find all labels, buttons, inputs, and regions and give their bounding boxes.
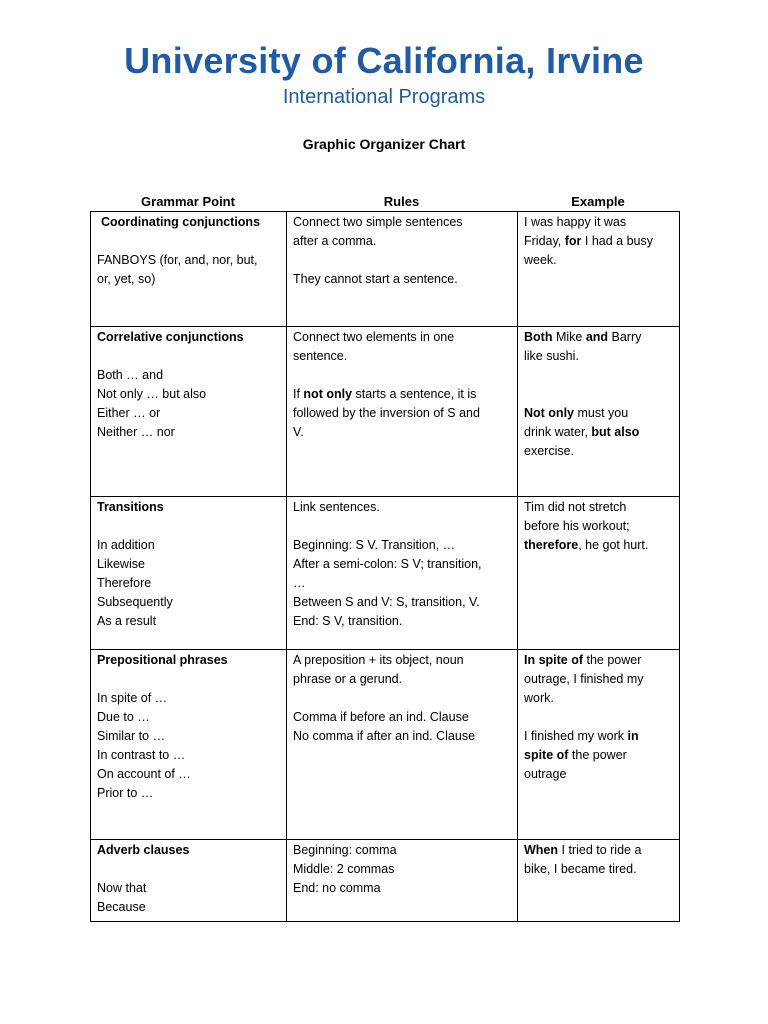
spacer [97,670,280,689]
rule-line: Beginning: S V. Transition, … [293,538,456,552]
text-run: before his workout; [524,519,630,533]
grammar-point-item: Subsequently [97,595,173,609]
rule-line: followed by the inversion of S and [293,406,480,420]
example-cell [518,497,680,650]
grammar-point-cell [91,497,287,650]
example-line [524,442,673,461]
table-row [91,840,680,922]
text-run: I was happy it was [524,215,627,229]
text-run: starts a sentence, it is [352,387,477,401]
example-line [524,498,673,517]
rule-line: A preposition + its object, noun [293,653,464,667]
text-run: outrage, I finished my [524,672,644,686]
bold-text: in [627,729,639,743]
rules-cell [287,497,518,650]
grammar-point-item: Both … and [97,368,164,382]
rule-line: V. [293,425,304,439]
rule-line: Beginning: comma [293,843,397,857]
grammar-point-item: Due to … [97,710,150,724]
text-run: I finished my work [524,729,628,743]
grammar-point-heading: Coordinating conjunctions [101,215,261,229]
rule-line: They cannot start a sentence. [293,272,458,286]
table-row [91,650,680,840]
example-line [524,670,673,689]
example-line [524,347,673,366]
example-line [524,517,673,536]
spacer [97,347,280,366]
grammar-point-item: Prior to … [97,786,154,800]
text-run: the power [583,653,642,667]
example-line [524,746,673,765]
example-line [524,404,673,423]
grammar-point-heading: Correlative conjunctions [97,330,244,344]
example-cell [518,650,680,840]
rules-cell [287,327,518,497]
grammar-point-item: Not only … but also [97,387,207,401]
example-line [524,251,673,270]
text-run: must you [574,406,629,420]
grammar-point-item: or, yet, so) [97,272,156,286]
bold-text: and [585,330,609,344]
grammar-point-heading: Transitions [97,500,164,514]
column-header-grammar-point: Grammar Point [141,194,235,209]
rule-line: Connect two elements in one [293,330,455,344]
grammar-point-item: As a result [97,614,157,628]
rule-line: End: no comma [293,881,381,895]
example-line [524,232,673,251]
spacer [293,517,511,536]
text-run: outrage [524,767,567,781]
grammar-point-cell [91,212,287,327]
column-header-rules: Rules [383,194,420,209]
text-run: , he got hurt. [578,538,649,552]
rule-line: sentence. [293,349,348,363]
text-run: Mike [552,330,586,344]
university-logo-title: University of California, Irvine [124,40,644,81]
spacer [524,366,673,385]
example-line [524,328,673,347]
spacer [293,251,511,270]
text-run: like sushi. [524,349,579,363]
spacer [97,517,280,536]
grammar-point-item: In contrast to … [97,748,186,762]
grammar-point-item: FANBOYS (for, and, nor, but, [97,253,258,267]
text-run: the power [568,748,627,762]
rules-cell [287,840,518,922]
example-line [524,765,673,784]
bold-text: spite of [524,748,569,762]
rule-line: Link sentences. [293,500,380,514]
grammar-point-cell [91,840,287,922]
page-title: Graphic Organizer Chart [302,136,466,152]
grammar-point-item: In addition [97,538,155,552]
text-run: Tim did not stretch [524,500,627,514]
grammar-point-item: On account of … [97,767,191,781]
grammar-point-item: Because [97,900,146,914]
grammar-point-item: Either … or [97,406,161,420]
rule-line: End: S V, transition. [293,614,403,628]
bold-text: but also [591,425,640,439]
text-run: Barry [608,330,642,344]
example-line [524,727,673,746]
example-line [524,423,673,442]
column-headers [90,194,679,212]
rule-line: phrase or a gerund. [293,672,403,686]
spacer [293,689,511,708]
bold-text: When [524,843,559,857]
text-run: exercise. [524,444,575,458]
spacer [97,232,280,251]
spacer [524,385,673,404]
rule-line: No comma if after an ind. Clause [293,729,476,743]
bold-text: not only [303,387,353,401]
rule-line: Between S and V: S, transition, V. [293,595,480,609]
example-line [524,860,673,879]
table-row [91,497,680,650]
spacer [293,366,511,385]
text-run: work. [524,691,554,705]
text-run: bike, I became tired. [524,862,637,876]
rule-line: Middle: 2 commas [293,862,395,876]
column-header-example: Example [571,194,625,209]
table-row [91,212,680,327]
grammar-point-heading: Adverb clauses [97,843,190,857]
example-line [524,841,673,860]
bold-text: therefore [524,538,579,552]
grammar-point-item: In spite of … [97,691,168,705]
bold-text: for [564,234,582,248]
program-subtitle: International Programs [282,86,486,108]
rules-cell [287,650,518,840]
grammar-point-item: Similar to … [97,729,166,743]
grammar-point-item: Therefore [97,576,152,590]
bold-text: Not only [524,406,574,420]
grammar-point-cell [91,327,287,497]
grammar-table [90,211,680,922]
example-line [524,536,673,555]
example-cell [518,840,680,922]
bold-text: In spite of [524,653,584,667]
spacer [97,860,280,879]
rules-cell [287,212,518,327]
rule-line: after a comma. [293,234,377,248]
rule-line: Comma if before an ind. Clause [293,710,469,724]
rule-line: … [293,576,306,590]
text-run: drink water, [524,425,592,439]
rule-line: Connect two simple sentences [293,215,463,229]
spacer [524,708,673,727]
example-cell [518,327,680,497]
example-cell [518,212,680,327]
grammar-point-heading: Prepositional phrases [97,653,228,667]
example-line [524,689,673,708]
text-run: Friday, [524,234,565,248]
table-row [91,327,680,497]
text-run: If [293,387,304,401]
text-run: week. [524,253,557,267]
grammar-point-cell [91,650,287,840]
text-run: I tried to ride a [558,843,642,857]
grammar-point-item: Likewise [97,557,145,571]
rule-line: After a semi-colon: S V; transition, [293,557,482,571]
bold-text: Both [524,330,553,344]
rule-line [293,385,511,404]
example-line [524,651,673,670]
example-line [524,213,673,232]
grammar-point-item: Neither … nor [97,425,175,439]
grammar-point-item: Now that [97,881,147,895]
text-run: I had a busy [581,234,653,248]
